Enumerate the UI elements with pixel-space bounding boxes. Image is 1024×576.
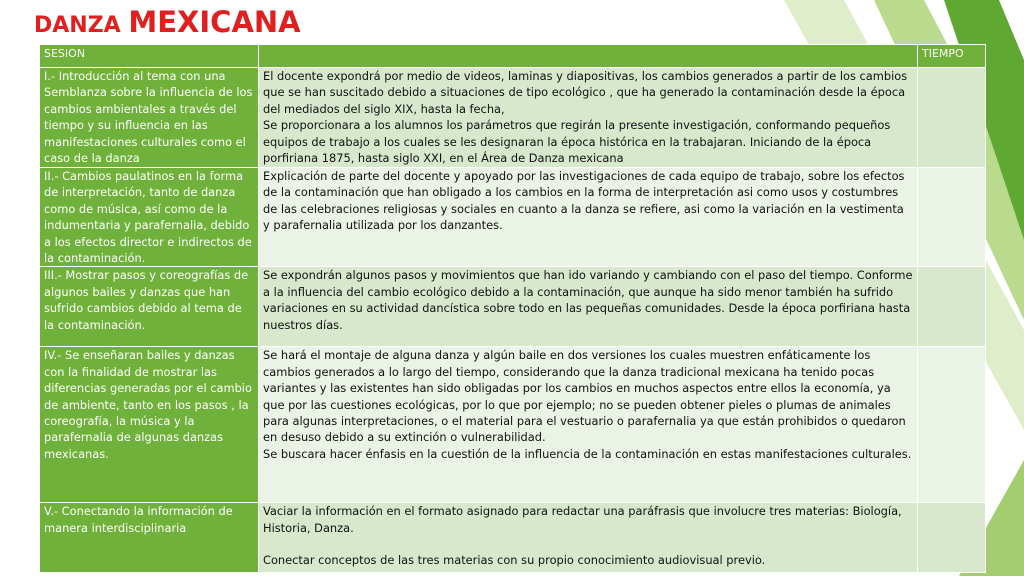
time-cell xyxy=(918,347,986,503)
description-paragraph: Se expondrán algunos pasos y movimientos que han ido variando y cambiando con el paso del tiempo. Conforme a la influencia del cambio ecológico debido a la contaminación, que aunque ha sido menor también ha sufrido variaciones en su actividad dancística sobre todo en las pequeñas comunidades. Desde la época porfiriana hasta nuestros días. xyxy=(263,268,913,332)
session-cell: I.- Introducción al tema con una Semblanza sobre la influencia de los cambios ambientales a través del tiempo y su influencia en las manifestaciones culturales como el caso de la danza xyxy=(40,68,259,168)
description-paragraph: Se proporcionara a los alumnos los parámetros que regirán la presente investigación, conformando pequeños equipos de trabajo a los cuales se les designaran la época histórica en la trabajaran. Iniciando de la época porfiriana 1875, hasta siglo XXI, en el Área de Danza mexicana xyxy=(263,118,891,166)
title-part-2: MEXICANA xyxy=(128,5,301,39)
header-time: TIEMPO xyxy=(918,45,986,68)
description-paragraph: Explicación de parte del docente y apoyado por las investigaciones de cada equipo de trabajo, sobre los efectos de la contaminación que han obligado a los cambios en la forma de interpretación asi como usos y costumbres de las celebraciones religiosas y sociales en cuanto a la danza se refiere, asi como la variación en la vestimenta y parafernalia utilizada por los danzantes. xyxy=(263,169,905,233)
table-row xyxy=(40,168,986,267)
table-row xyxy=(40,267,986,347)
lesson-plan-table xyxy=(39,44,986,573)
title-part-1: DANZA xyxy=(34,13,129,38)
description-paragraph: Vaciar la información en el formato asignado para redactar una paráfrasis que involucre tres materias: Biología, Historia, Danza. xyxy=(263,504,902,535)
time-cell xyxy=(918,503,986,573)
session-cell: IV.- Se enseñaran bailes y danzas con la finalidad de mostrar las diferencias generadas por el cambio de ambiente, tanto en los pasos , la coreografía, la música y la parafernalia de algunas danzas mexicanas. xyxy=(40,347,259,503)
table-row xyxy=(40,503,986,573)
session-cell: V.- Conectando la información de manera interdisciplinaria xyxy=(40,503,259,573)
description-paragraph: Se buscara hacer énfasis en la cuestión de la influencia de la contaminación en estas manifestaciones culturales. xyxy=(263,446,912,461)
description-cell xyxy=(259,347,918,503)
description-cell xyxy=(259,267,918,347)
time-cell xyxy=(918,68,986,168)
table-header-row xyxy=(40,45,986,68)
session-cell: III.- Mostrar pasos y coreografías de algunos bailes y danzas que han sufrido cambios debido al tema de la contaminación. xyxy=(40,267,259,347)
paragraph-spacer xyxy=(263,536,914,552)
header-description xyxy=(259,45,918,68)
table-row xyxy=(40,347,986,503)
table-row xyxy=(40,68,986,168)
description-cell xyxy=(259,168,918,267)
description-cell xyxy=(259,68,918,168)
description-paragraph: Se hará el montaje de alguna danza y algún baile en dos versiones los cuales muestren enfáticamente los cambios generados a lo largo del tiempo, considerando que la danza tradicional mexicana ha tenido pocas variantes y las existentes han sido obligadas por los cambios en muchos aspectos entre ellos la economía, ya que por las cuestiones ecológicas, por lo que por ejemplo; no se pueden obtener pieles o plumas de animales para algunas interpretaciones, o el material para el vestuario o parafernalia ya que están prohibidos o quedaron en desuso debido a su extinción o vulnerabilidad. xyxy=(263,348,906,445)
time-cell xyxy=(918,267,986,347)
page-title xyxy=(34,2,301,47)
description-cell xyxy=(259,503,918,573)
header-session: SESION xyxy=(40,45,259,68)
time-cell xyxy=(918,168,986,267)
description-paragraph: Conectar conceptos de las tres materias con su propio conocimiento audiovisual previo. xyxy=(263,553,766,568)
description-paragraph: El docente expondrá por medio de videos, laminas y diapositivas, los cambios generados a partir de los cambios que se han suscitado debido a situaciones de tipo ecológico , que ha generado la contaminación desde la época del mediados del siglo XIX, hasta la fecha, xyxy=(263,69,908,116)
session-cell: II.- Cambios paulatinos en la forma de interpretación, tanto de danza como de música, así como de la indumentaria y parafernalia, debido a los efectos director e indirectos de la contaminación. xyxy=(40,168,259,267)
